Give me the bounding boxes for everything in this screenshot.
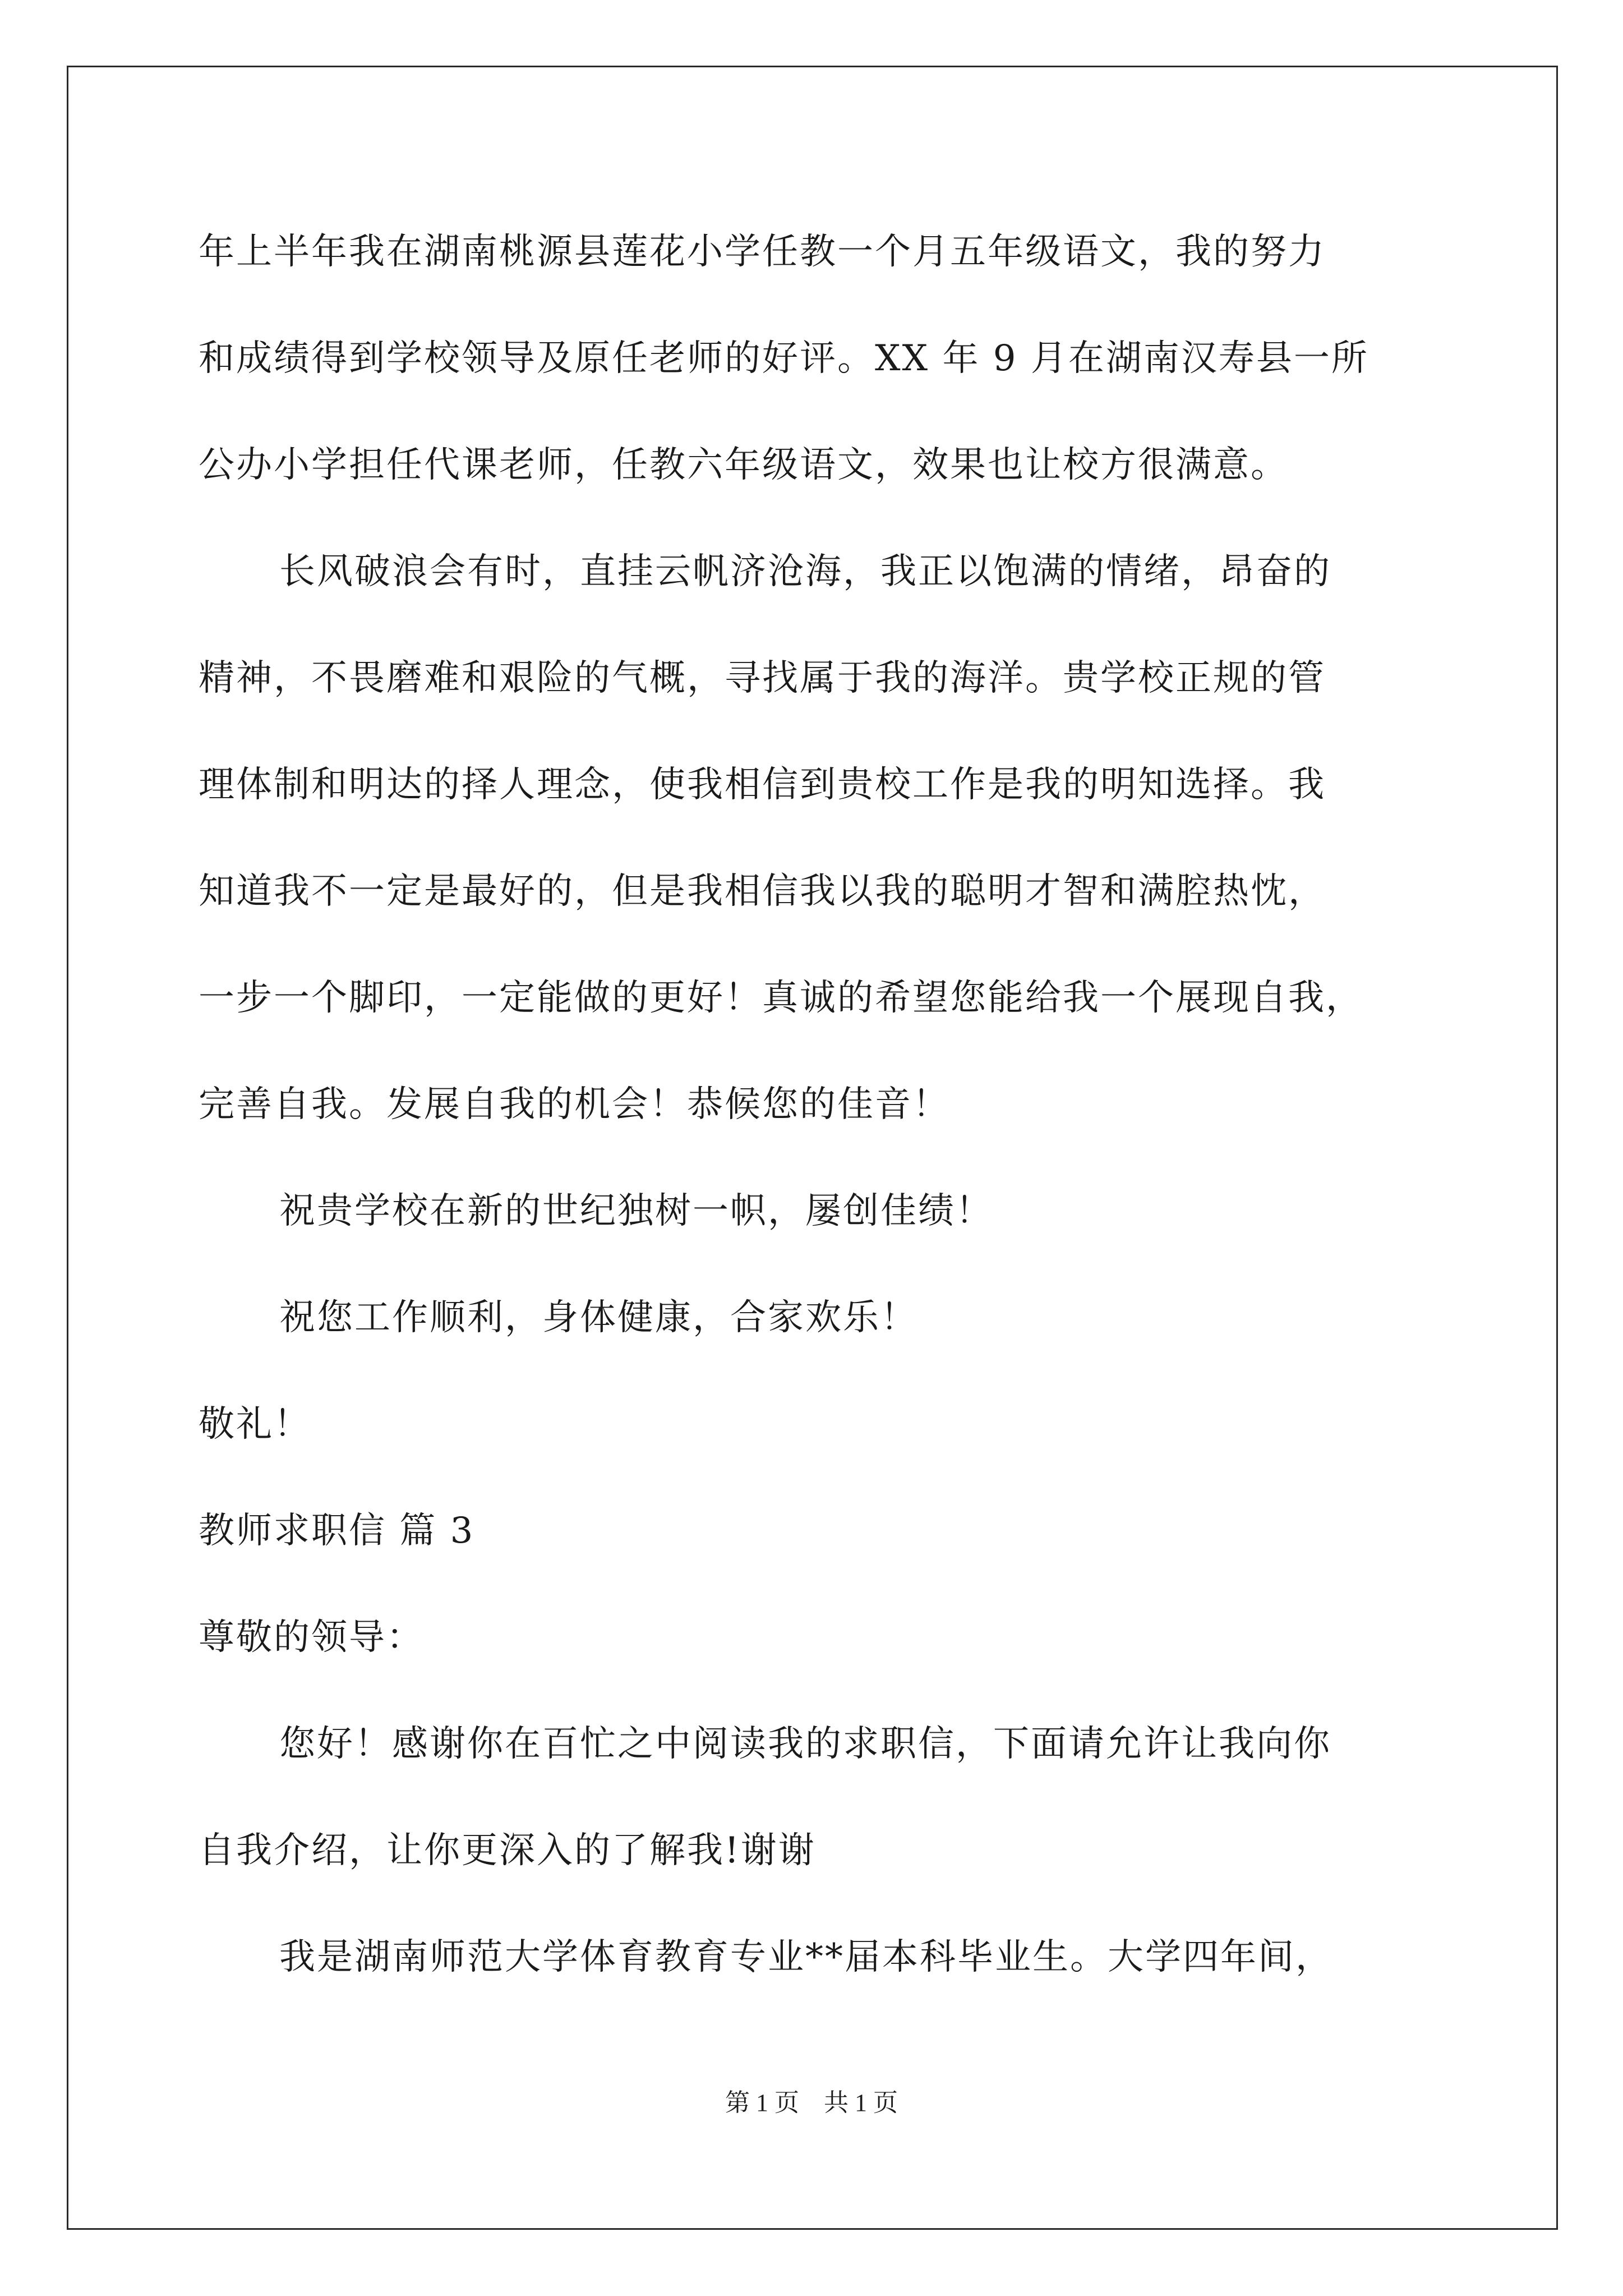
body-text-line: 理体制和明达的择人理念，使我相信到贵校工作是我的明知选择。我 [199,764,1326,806]
section-title: 教师求职信 篇 3 [199,1510,475,1552]
paragraph-start-line: 我是湖南师范大学体育教育专业**届本科毕业生。大学四年间， [279,1936,1333,1978]
body-text-line: 一步一个脚印，一定能做的更好！真诚的希望您能给我一个展现自我， [199,977,1363,1019]
greeting-line: 尊敬的领导： [199,1617,424,1658]
body-text-line: 公办小学担任代课老师，任教六年级语文，效果也让校方很满意。 [199,444,1288,486]
body-text-line: 精神，不畏磨难和艰险的气概，寻找属于我的海洋。贵学校正规的管 [199,657,1326,699]
wish-line: 祝您工作顺利，身体健康，合家欢乐！ [279,1297,918,1338]
wish-line: 祝贵学校在新的世纪独树一帜，屡创佳绩！ [279,1190,993,1232]
body-text-line: 年上半年我在湖南桃源县莲花小学任教一个月五年级语文，我的努力 [199,231,1326,273]
body-text-line: 知道我不一定是最好的，但是我相信我以我的聪明才智和满腔热忱， [199,871,1326,912]
body-text-line: 完善自我。发展自我的机会！恭候您的佳音！ [199,1084,950,1125]
page-border [67,66,1558,2230]
body-text-line: 和成绩得到学校领导及原任老师的好评。XX 年 9 月在湖南汉寿县一所 [199,338,1369,379]
closing-salutation: 敬礼！ [199,1404,311,1445]
page-footer: 第 1 页 共 1 页 [725,2089,898,2116]
body-text-line: 自我介绍，让你更深入的了解我!谢谢 [199,1830,816,1871]
paragraph-start-line: 长风破浪会有时，直挂云帆济沧海，我正以饱满的情绪，昂奋的 [279,551,1331,592]
paragraph-start-line: 您好！感谢你在百忙之中阅读我的求职信，下面请允许让我向你 [279,1723,1331,1765]
